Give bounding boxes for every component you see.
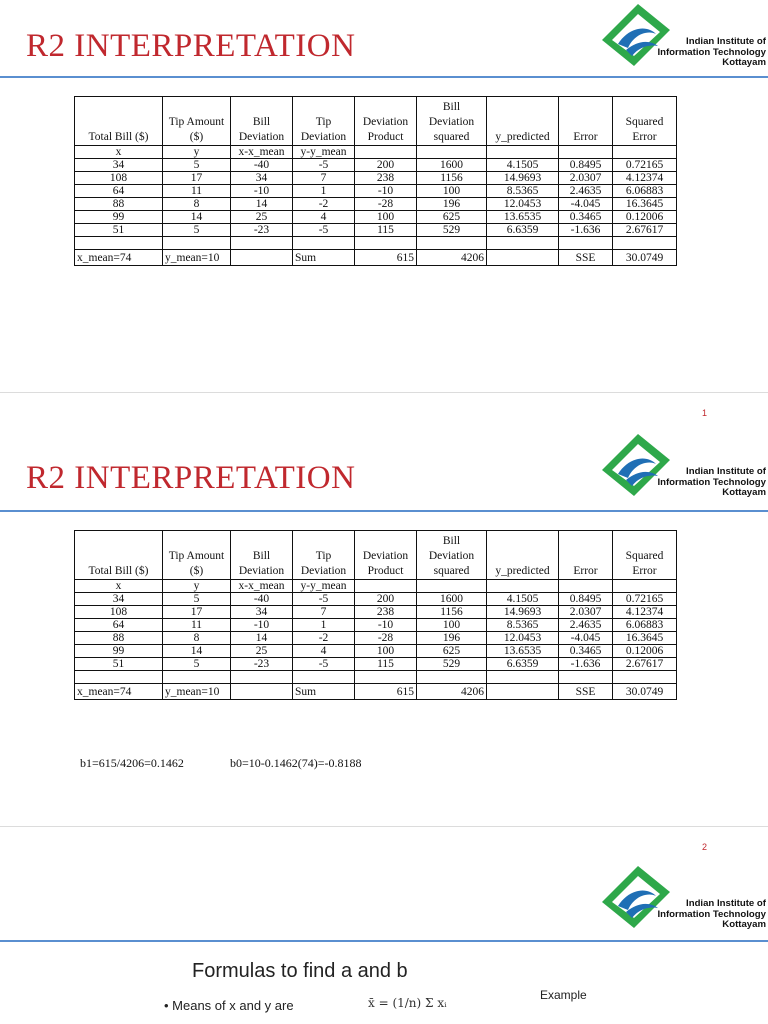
title-underline xyxy=(0,76,768,78)
subheader-cell: x xyxy=(75,580,163,593)
header-cell: Deviation Product xyxy=(355,97,417,146)
cell: 115 xyxy=(355,224,417,237)
slide-2 xyxy=(0,428,768,824)
table-row xyxy=(75,198,677,211)
iiit-kottayam-logo xyxy=(598,0,768,72)
cell: 17 xyxy=(163,172,231,185)
cell: 0.8495 xyxy=(559,159,613,172)
x-mean: x_mean=74 xyxy=(75,250,163,266)
cell: 0.3465 xyxy=(559,645,613,658)
cell: 100 xyxy=(417,619,487,632)
cell: -10 xyxy=(231,185,293,198)
cell: -23 xyxy=(231,224,293,237)
cell: 5 xyxy=(163,658,231,671)
cell: 238 xyxy=(355,606,417,619)
summary-row xyxy=(75,250,677,266)
cell: 8 xyxy=(163,198,231,211)
cell: 625 xyxy=(417,645,487,658)
cell: 200 xyxy=(355,159,417,172)
cell: 108 xyxy=(75,172,163,185)
cell: 11 xyxy=(163,185,231,198)
logo-text xyxy=(657,899,766,931)
cell: 6.6359 xyxy=(487,658,559,671)
cell: 100 xyxy=(355,211,417,224)
logo-line-2: Information Technology xyxy=(657,476,766,488)
cell: 5 xyxy=(163,159,231,172)
subheader-cell xyxy=(487,580,559,593)
cell: 4 xyxy=(293,645,355,658)
cell: -2 xyxy=(293,198,355,211)
cell: 14 xyxy=(163,645,231,658)
subheader-cell xyxy=(417,580,487,593)
table-row xyxy=(75,185,677,198)
cell: 1 xyxy=(293,185,355,198)
table-row xyxy=(75,606,677,619)
slide-divider xyxy=(0,826,768,827)
slide-divider xyxy=(0,392,768,393)
table-row xyxy=(75,172,677,185)
cell: 100 xyxy=(417,185,487,198)
b0-formula: b0=10-0.1462(74)=-0.8188 xyxy=(230,756,362,770)
cell: 34 xyxy=(231,606,293,619)
cell: 2.0307 xyxy=(559,606,613,619)
header-cell: Tip Deviation xyxy=(293,97,355,146)
cell: -5 xyxy=(293,159,355,172)
cell: 115 xyxy=(355,658,417,671)
sum-squared: 4206 xyxy=(417,684,487,700)
cell: 625 xyxy=(417,211,487,224)
cell: 1156 xyxy=(417,606,487,619)
cell: 25 xyxy=(231,645,293,658)
iiit-kottayam-logo xyxy=(598,430,768,502)
cell: 5 xyxy=(163,593,231,606)
subheader-cell: y xyxy=(163,580,231,593)
example-label: Example xyxy=(540,988,587,1002)
mean-formula: x̄ = (1/n) Σ xᵢ xyxy=(368,996,447,1010)
cell: -5 xyxy=(293,658,355,671)
data-table xyxy=(74,530,677,700)
header-cell: Squared Error xyxy=(613,97,677,146)
logo-line-2: Information Technology xyxy=(657,908,766,920)
slide-3 xyxy=(0,860,768,1024)
cell: 0.12006 xyxy=(613,645,677,658)
summary-row xyxy=(75,684,677,700)
cell: 16.3645 xyxy=(613,632,677,645)
title-underline xyxy=(0,940,768,942)
y-mean: y_mean=10 xyxy=(163,250,231,266)
cell: -4.045 xyxy=(559,632,613,645)
subheader-cell xyxy=(559,580,613,593)
table-body xyxy=(75,159,677,266)
subheader-cell xyxy=(613,580,677,593)
cell: 34 xyxy=(75,593,163,606)
cell: -1.636 xyxy=(559,658,613,671)
cell: 6.06883 xyxy=(613,619,677,632)
page-number: 2 xyxy=(702,842,708,852)
subheader-cell xyxy=(355,580,417,593)
cell: 6.6359 xyxy=(487,224,559,237)
x-mean: x_mean=74 xyxy=(75,684,163,700)
header-cell: Bill Deviation squared xyxy=(417,531,487,580)
header-cell: Tip Amount ($) xyxy=(163,531,231,580)
cell: -5 xyxy=(293,593,355,606)
cell: 8 xyxy=(163,632,231,645)
logo-line-3: Kottayam xyxy=(722,919,766,930)
table-row xyxy=(75,593,677,606)
cell: 34 xyxy=(75,159,163,172)
header-cell: Error xyxy=(559,97,613,146)
cell: 64 xyxy=(75,185,163,198)
sse-value: 30.0749 xyxy=(613,684,677,700)
cell: 196 xyxy=(417,198,487,211)
page-number: 1 xyxy=(702,408,708,418)
cell: 2.67617 xyxy=(613,224,677,237)
slide-heading: Formulas to find a and b xyxy=(192,960,408,982)
cell: 238 xyxy=(355,172,417,185)
cell: 12.0453 xyxy=(487,632,559,645)
cell: 51 xyxy=(75,224,163,237)
slide-title: R2 INTERPRETATION xyxy=(26,460,356,496)
cell: 0.72165 xyxy=(613,159,677,172)
cell: 14.9693 xyxy=(487,606,559,619)
subheader-cell: y-y_mean xyxy=(293,580,355,593)
subheader-cell: y-y_mean xyxy=(293,146,355,159)
slide-title: R2 INTERPRETATION xyxy=(26,28,356,64)
header-cell: Bill Deviation xyxy=(231,97,293,146)
cell: 200 xyxy=(355,593,417,606)
cell: -28 xyxy=(355,632,417,645)
cell: 25 xyxy=(231,211,293,224)
cell: 99 xyxy=(75,645,163,658)
logo-line-3: Kottayam xyxy=(722,57,766,68)
spreadsheet xyxy=(74,530,680,792)
cell: 100 xyxy=(355,645,417,658)
table-row xyxy=(75,237,677,250)
header-cell: Total Bill ($) xyxy=(75,531,163,580)
cell: 11 xyxy=(163,619,231,632)
cell: 529 xyxy=(417,658,487,671)
cell: -23 xyxy=(231,658,293,671)
header-cell: Error xyxy=(559,531,613,580)
cell: 34 xyxy=(231,172,293,185)
header-cell: Bill Deviation squared xyxy=(417,97,487,146)
table-row xyxy=(75,645,677,658)
subheader-cell xyxy=(559,146,613,159)
cell: 4 xyxy=(293,211,355,224)
cell: 51 xyxy=(75,658,163,671)
cell: -4.045 xyxy=(559,198,613,211)
data-table xyxy=(74,96,677,266)
cell: 1600 xyxy=(417,159,487,172)
table-row xyxy=(75,632,677,645)
sum-product: 615 xyxy=(355,684,417,700)
subheader-cell xyxy=(417,146,487,159)
sum-label: Sum xyxy=(293,684,355,700)
table-row xyxy=(75,224,677,237)
cell: 1600 xyxy=(417,593,487,606)
cell: 0.72165 xyxy=(613,593,677,606)
sum-label: Sum xyxy=(293,250,355,266)
cell: 14 xyxy=(231,632,293,645)
cell: 108 xyxy=(75,606,163,619)
logo-line-3: Kottayam xyxy=(722,487,766,498)
header-cell: Tip Deviation xyxy=(293,531,355,580)
subheader-cell: x-x_mean xyxy=(231,580,293,593)
cell: 14 xyxy=(163,211,231,224)
cell: 2.4635 xyxy=(559,185,613,198)
cell: -10 xyxy=(355,185,417,198)
cell: 8.5365 xyxy=(487,185,559,198)
table-row xyxy=(75,211,677,224)
cell: 2.0307 xyxy=(559,172,613,185)
cell: 0.8495 xyxy=(559,593,613,606)
y-mean: y_mean=10 xyxy=(163,684,231,700)
cell: 529 xyxy=(417,224,487,237)
cell: 1 xyxy=(293,619,355,632)
cell: 14 xyxy=(231,198,293,211)
subheader-cell: x xyxy=(75,146,163,159)
cell: 7 xyxy=(293,606,355,619)
logo-text xyxy=(657,37,766,69)
logo-text xyxy=(657,467,766,499)
sse-label: SSE xyxy=(559,684,613,700)
cell: 13.6535 xyxy=(487,211,559,224)
sse-value: 30.0749 xyxy=(613,250,677,266)
subheader-cell: x-x_mean xyxy=(231,146,293,159)
cell: 4.12374 xyxy=(613,172,677,185)
header-cell: Squared Error xyxy=(613,531,677,580)
cell: 5 xyxy=(163,224,231,237)
subheader-cell xyxy=(355,146,417,159)
cell: 4.1505 xyxy=(487,159,559,172)
bullet-means: • Means of x and y are xyxy=(164,998,294,1013)
cell: -1.636 xyxy=(559,224,613,237)
cell: -28 xyxy=(355,198,417,211)
cell: 14.9693 xyxy=(487,172,559,185)
cell: -10 xyxy=(231,619,293,632)
cell: 196 xyxy=(417,632,487,645)
cell: 7 xyxy=(293,172,355,185)
spreadsheet xyxy=(74,96,680,308)
cell: 64 xyxy=(75,619,163,632)
header-cell: y_predicted xyxy=(487,97,559,146)
cell: 2.67617 xyxy=(613,658,677,671)
cell: 13.6535 xyxy=(487,645,559,658)
subheader-cell: y xyxy=(163,146,231,159)
table-row xyxy=(75,658,677,671)
cell: 2.4635 xyxy=(559,619,613,632)
cell: 0.12006 xyxy=(613,211,677,224)
cell: 17 xyxy=(163,606,231,619)
sum-squared: 4206 xyxy=(417,250,487,266)
cell: -2 xyxy=(293,632,355,645)
cell: 4.12374 xyxy=(613,606,677,619)
slide-1 xyxy=(0,0,768,392)
cell: -40 xyxy=(231,159,293,172)
title-underline xyxy=(0,510,768,512)
header-cell: Total Bill ($) xyxy=(75,97,163,146)
iiit-kottayam-logo xyxy=(598,862,768,934)
subheader-cell xyxy=(487,146,559,159)
cell: 88 xyxy=(75,632,163,645)
logo-line-1: Indian Institute of xyxy=(686,36,766,47)
header-cell: Tip Amount ($) xyxy=(163,97,231,146)
cell: 16.3645 xyxy=(613,198,677,211)
sse-label: SSE xyxy=(559,250,613,266)
sum-product: 615 xyxy=(355,250,417,266)
cell: -40 xyxy=(231,593,293,606)
cell: -5 xyxy=(293,224,355,237)
header-cell: y_predicted xyxy=(487,531,559,580)
table-body xyxy=(75,593,677,700)
cell: 0.3465 xyxy=(559,211,613,224)
cell: 12.0453 xyxy=(487,198,559,211)
table-row xyxy=(75,159,677,172)
cell: 88 xyxy=(75,198,163,211)
cell: 4.1505 xyxy=(487,593,559,606)
cell: 6.06883 xyxy=(613,185,677,198)
cell: 99 xyxy=(75,211,163,224)
cell: 1156 xyxy=(417,172,487,185)
logo-line-2: Information Technology xyxy=(657,46,766,58)
table-row xyxy=(75,619,677,632)
cell: -10 xyxy=(355,619,417,632)
subheader-cell xyxy=(613,146,677,159)
logo-line-1: Indian Institute of xyxy=(686,466,766,477)
cell: 8.5365 xyxy=(487,619,559,632)
b1-formula: b1=615/4206=0.1462 xyxy=(80,756,184,770)
header-cell: Bill Deviation xyxy=(231,531,293,580)
header-cell: Deviation Product xyxy=(355,531,417,580)
logo-line-1: Indian Institute of xyxy=(686,898,766,909)
